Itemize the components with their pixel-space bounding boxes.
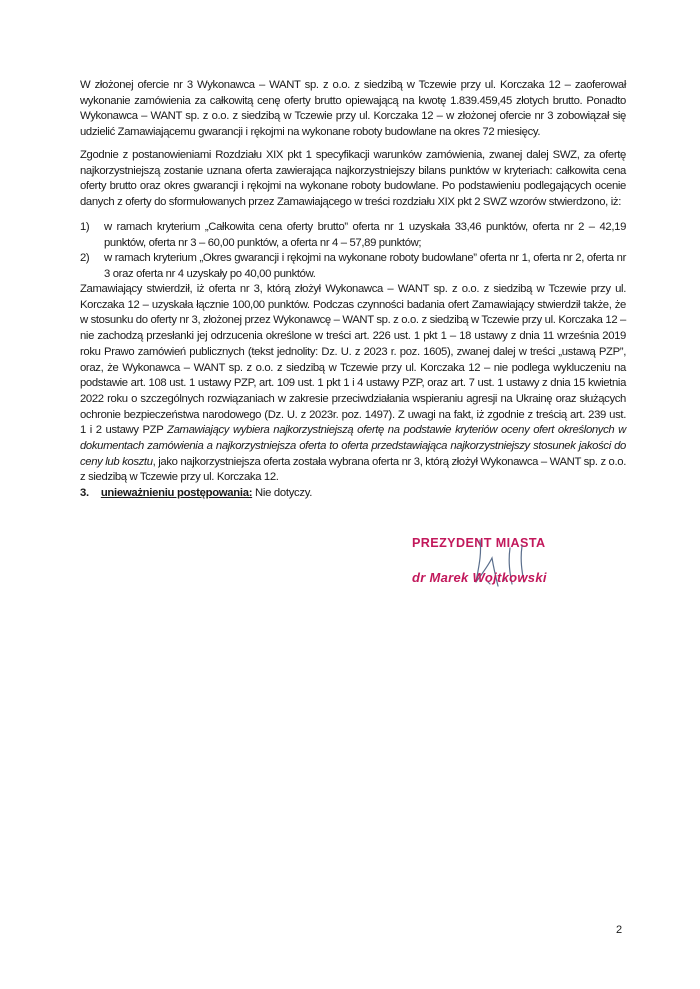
list-item (80, 251, 626, 282)
signature-name: dr Marek Wojtkowski (412, 570, 547, 585)
list-item-text: w ramach kryterium „Okres gwarancji i rękojmi na wykonane roboty budowlane” oferta nr 1, oferta nr 2, oferta nr 3 oraz oferta nr 4 uzyskały po 40,00 punktów. (104, 252, 626, 281)
list-item-text: w ramach kryterium „Całkowita cena oferty brutto” oferta nr 1 uzyskała 33,46 punktów, oferta nr 2 – 42,19 punktów, oferta nr 3 – 60,00 punktów, a oferta nr 4 – 57,89 punktów; (104, 221, 626, 249)
page-number: 2 (616, 924, 623, 936)
selection-text: Zamawiający stwierdził, iż oferta nr 3, którą złożył Wykonawca – WANT sp. z o.o. z siedzibą w Tczewie przy ul. Korczaka 12 – uzyskała łącznie 100,00 punktów. Podczas czynności badania ofert Zamawiający stwierdził także, że w stosunku do oferty nr 3, złożonej przez Wykonawcę – WANT sp. z o.o. z siedzibą w Tczewie przy ul. Korczaka 12 – nie zachodzą przesłanki jej odrzucenia określone w treści art. 226 ust. 1 pkt 1 – 18 ustawy z dnia 11 września 2019 roku Prawo zamówień publicznych (tekst jednolity: Dz. U. z 2023 r. poz. 1605), zwanej dalej w treści „ustawą PZP”, oraz, że Wykonawca – WANT sp. z o.o. z siedzibą w Tczewie przy ul. Korczaka 12 – nie podlega wykluczeniu na podstawie art. 108 ust. 1 ustawy PZP, art. 109 ust. 1 pkt 1 i 4 ustawy PZP, oraz art. 7 ust. 1 ustawy z dnia 15 kwietnia 2022 roku o szczególnych rozwiązaniach w zakresie przeciwdziałania wspieraniu agresji na Ukrainę oraz służących ochronie bezpieczeństwa narodowego (Dz. U. z 2023r. poz. 1497). Z uwagi na fakt, iż zgodnie z treścią art. 239 ust. 1 i 2 ustawy PZP (80, 283, 626, 437)
selection-italic-quote: Zamawiający wybiera najkorzystniejszą ofertę na podstawie kryteriów oceny ofert określonych w dokumentach zamówienia a najkorzystniejsza oferta to oferta przedstawiająca najkorzystniejszy stosunek jakości do ceny lub kosztu (80, 424, 626, 468)
list-item (80, 220, 626, 251)
signature-title: PREZYDENT MIASTA (412, 536, 546, 550)
selection-text-end: , jako najkorzystniejsza oferta została wybrana oferta nr 3, którą złożył Wykonawca – WANT sp. z o.o. z siedzibą w Tczewie przy ul. Korczaka 12. (80, 455, 626, 484)
handwritten-signature-icon (452, 530, 552, 600)
paragraph-selection (80, 282, 626, 486)
section-3-heading: unieważnieniu postępowania: (100, 487, 253, 499)
list-item-number: 2) (80, 252, 90, 265)
section-3 (80, 487, 312, 499)
signature-stamp (412, 536, 612, 606)
list-item-number: 1) (80, 221, 90, 233)
section-3-text: Nie dotyczy. (252, 487, 313, 499)
section-3-number: 3. (80, 487, 89, 499)
paragraph-offer-3: W złożonej ofercie nr 3 Wykonawca – WANT sp. z o.o. z siedzibą w Tczewie przy ul. Korczaka 12 – zaoferował wykonanie zamówienia za całkowitą cenę oferty brutto opiewającą na kwotę 1.839.459,45 złotych brutto. Ponadto Wykonawca – WANT sp. z o.o. z siedzibą w Tczewie przy ul. Korczaka 12 – w złożonej ofercie nr 3 zobowiązał się udzielić Zamawiającemu gwarancji i rękojmi na wykonane roboty budowlane na okres 72 miesięcy. (80, 79, 626, 139)
paragraph-criteria: Zgodnie z postanowieniami Rozdziału XIX pkt 1 specyfikacji warunków zamówienia, zwanej dalej SWZ, za ofertę najkorzystniejszą zostanie uznana oferta zawierająca najkorzystniejszy bilans punktów w kryteriach: całkowita cena oferty brutto oraz okres gwarancji i rękojmi na wykonane roboty budowlane. Po podstawieniu podlegających ocenie danych z oferty do sformułowanych przez Zamawiającego w treści rozdziału XIX pkt 2 SWZ wzorów stwierdzono, iż: (80, 149, 626, 209)
criteria-list (80, 220, 626, 283)
